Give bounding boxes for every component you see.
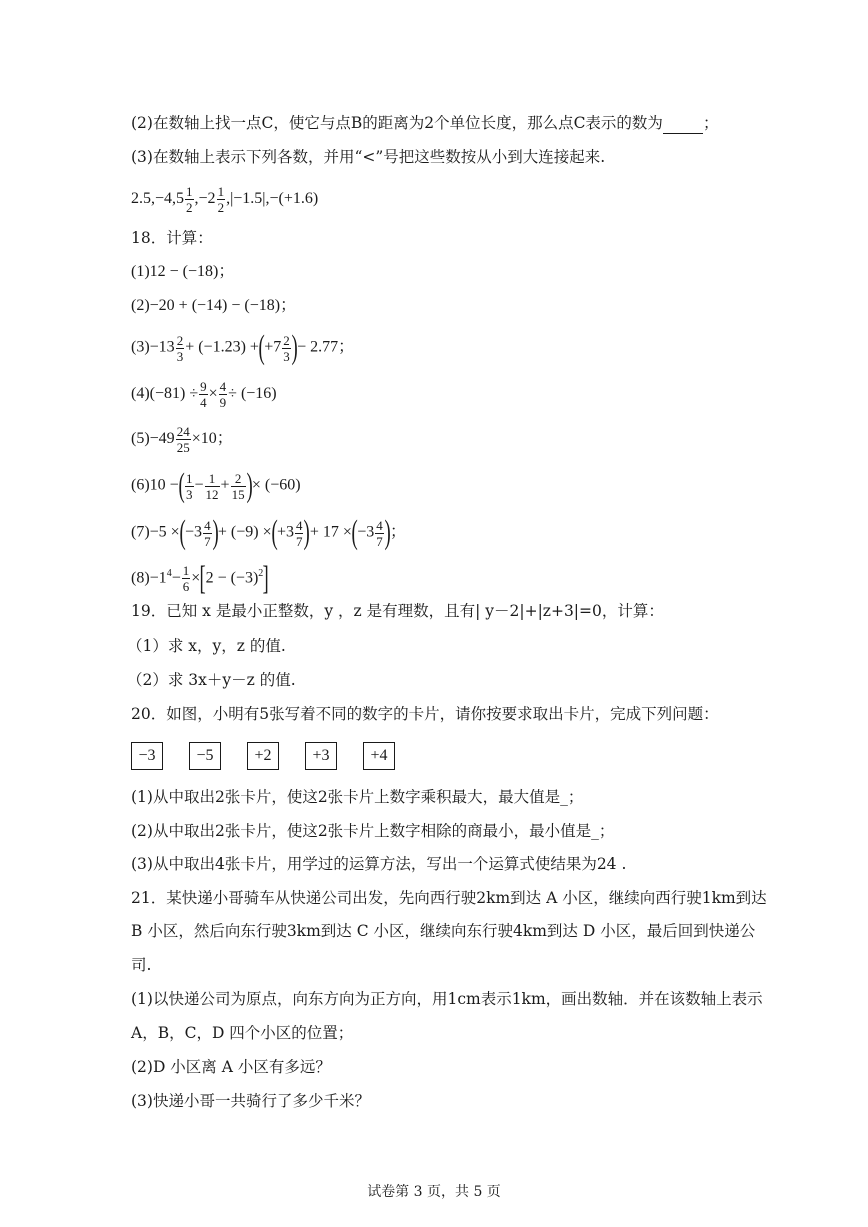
q18-expr-8: $(8)-1^4-$ $\frac{1}{6}$ $\times[2 - (-3)^2]$ <box>131 559 270 597</box>
q20-part1: (1)从中取出2张卡片，使这2张卡片上数字乘积最大，最大值是_； <box>131 788 584 806</box>
fraction: $\frac{2}{3}$ <box>176 332 184 364</box>
fraction: $\frac{1}{2}$ <box>217 184 225 215</box>
q21-part1-line1: (1)以快递公司为原点，向东方向为正方向，用1cm表示1km，画出数轴．并在该数轴上表示 <box>131 990 763 1008</box>
fraction: $\frac{9}{4}$ <box>200 379 207 410</box>
q17-number-list: 2.5,−4,5 $\frac{1}{2}$ ,−2 $\frac{1}{2}$ ,|−1.5|,−(+1.6) <box>131 184 319 215</box>
number-card: +3 <box>305 742 337 770</box>
q18-expr-4: (4)(−81) ÷ $\frac{9}{4}$ × $\frac{4}{9}$ ÷ (−16) <box>131 379 277 410</box>
fraction: $\frac{1}{3}$ <box>186 470 193 502</box>
number-card: −3 <box>131 742 163 770</box>
q20-part2: (2)从中取出2张卡片，使这2张卡片上数字相除的商最小，最小值是_； <box>131 822 615 840</box>
fraction: $\frac{2}{3}$ <box>283 332 290 364</box>
page-footer: 试卷第 3 页，共 5 页 <box>367 1184 501 1200</box>
number-card: −5 <box>189 742 221 770</box>
number-card: +4 <box>363 742 395 770</box>
fraction: $\frac{1}{2}$ <box>186 184 193 215</box>
answer-blank <box>663 117 703 134</box>
number-card: +2 <box>247 742 279 770</box>
q18-expr-5: (5)−49 $\frac{24}{25}$ ×10； <box>131 424 233 455</box>
q21-part2: (2)D 小区离 A 小区有多远？ <box>131 1058 331 1076</box>
q20-stem: 20．如图，小明有5张写着不同的数字的卡片，请你按要求取出卡片，完成下列问题： <box>131 705 719 723</box>
q18-expr-7: (7)−5 ×(−3 $\frac{4}{7}$ )+ (−9) ×(+3 $\frac{4}{7}$ )+ 17 ×(−3 $\frac{4}{7}$ )； <box>131 514 407 551</box>
q17-part2: (2)在数轴上找一点C，使它与点B的距离为2个单位长度，那么点C表示的数为 ； <box>131 114 719 132</box>
q18-expr-2: (2)−20 + (−14) − (−18)； <box>131 297 297 314</box>
fraction: $\frac{4}{7}$ <box>295 517 303 549</box>
fraction: $\frac{4}{9}$ <box>219 379 227 410</box>
fraction: $\frac{2}{15}$ <box>231 470 245 502</box>
q18-expr-1: (1)12 − (−18)； <box>131 263 235 280</box>
fraction: $\frac{1}{6}$ <box>182 563 190 595</box>
q19-stem: 19．已知 x 是最小正整数，y ，z 是有理数，且有| y－2|+|z+3|=0，计算： <box>131 602 664 620</box>
fraction: $\frac{1}{12}$ <box>205 470 219 502</box>
q21-stem-line2: B 小区，然后向东行驶3km到达 C 小区，继续向东行驶4km到达 D 小区，最后回到快递公 <box>131 922 756 940</box>
q19-part1: （1）求 x，y，z 的值. <box>127 637 286 655</box>
q19-part2: （2）求 3x＋y－z 的值. <box>127 671 296 689</box>
q18-expr-6: (6)10 −( $\frac{1}{3}$ − $\frac{1}{12}$ + $\frac{2}{15}$ )× (−60) <box>131 467 301 504</box>
q21-stem-line3: 司. <box>131 956 152 974</box>
q18-expr-3: (3)−13 $\frac{2}{3}$ + (−1.23) +(+7 $\frac{2}{3}$ )− 2.77； <box>131 329 355 366</box>
q21-stem-line1: 21．某快递小哥骑车从快递公司出发，先向西行驶2km到达 A 小区，继续向西行驶1km到达 <box>131 889 767 907</box>
q18-title: 18．计算： <box>131 229 213 247</box>
q21-part1-line2: A，B，C，D 四个小区的位置； <box>131 1024 354 1042</box>
fraction: $\frac{4}{7}$ <box>204 517 211 549</box>
q21-part3: (3)快递小哥一共骑行了多少千米？ <box>131 1092 370 1110</box>
q17-part3: (3)在数轴上表示下列各数，并用“<”号把这些数按从小到大连接起来. <box>131 148 606 166</box>
q20-part3: (3)从中取出4张卡片，用学过的运算方法，写出一个运算式使结果为24 . <box>131 855 627 873</box>
fraction: $\frac{4}{7}$ <box>376 517 383 549</box>
fraction: $\frac{24}{25}$ <box>176 424 190 455</box>
